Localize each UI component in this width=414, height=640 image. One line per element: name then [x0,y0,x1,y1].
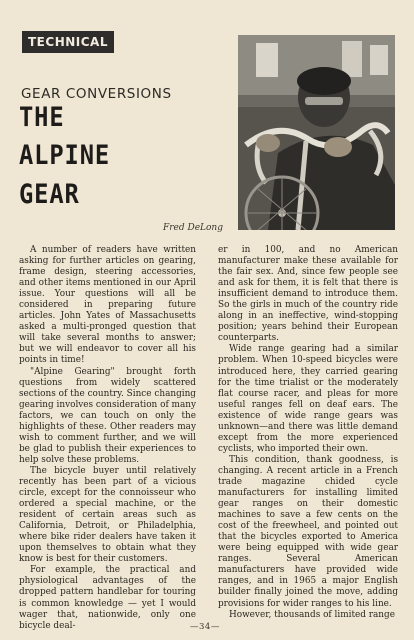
section-tag: TECHNICAL [22,31,114,53]
paragraph: For example, the practical and physiological advantages of the dropped pattern handlebar for touring is common knowledge — yet I would wager that, nationwide, only one bicycle deal- [19,565,196,631]
paragraph: However, thousands of limited range [229,609,395,620]
paragraph: "Alpine Gearing" brought forth questions from widely scattered sections of the country. Since changing gearing involves consideration of many factors, we can touch on only the highlights of these. Other readers may wish to comment further, and we will be glad to publish their experiences to help solve these problems. [19,366,196,465]
article-column-right [218,245,398,621]
page-number: —34— [190,622,220,632]
paragraph: er in 100, and no American manufacturer make these available for the fair sex. And, since few people see and ask for them, it is felt that there is insufficient demand to introduce them. So the girls in much of the country ride along in an ineffective, wind-stopping position; years behind their European counterparts. [218,245,398,344]
article-column-left [19,245,196,632]
paragraph: The bicycle buyer until relatively recently has been part of a vicious circle, except for the connoisseur who ordered a special machine, or the resident of certain areas such as California, Detroit, or Philadelphia, where bike rider dealers have taken it upon themselves to obtain what they know is best for their customers. [19,465,196,565]
article-photo [238,35,395,230]
article-byline: Fred DeLong [163,223,223,233]
article-kicker: GEAR CONVERSIONS [21,86,172,102]
article-title-line-2: ALPINE [19,140,111,171]
paragraph: Wide range gearing had a similar problem. When 10-speed bicycles were introduced here, they carried gearing for the time trialist or the moderately flat course racer, and pleas for more useful ranges fell on deaf ears. The existence of wide range gears was unknown—and there was little demand except from the more experienced cyclists, who imported their own. [218,344,398,454]
paragraph: A number of readers have written asking for further articles on gearing, frame design, steering accessories, and other items mentioned in our April issue. Your questions will all be considered in preparing future articles. John Yates of Massachusetts asked a multi-pronged question that will take several months to answer; but we will endeavor to cover all his points in time! [19,245,196,366]
article-title-line-3: GEAR [19,179,80,210]
article-title-line-1: THE [19,102,65,133]
paragraph: This condition, thank goodness, is changing. A recent article in a French trade magazine chided cycle manufacturers for installing limited gear ranges on their domestic machines to save a few cents on the cost of the freewheel, and pointed out that the bicycles exported to America were being equipped with wide gear ranges. Several American manufacturers have provided wide ranges, and in 1965 a major English builder finally joined the move, adding provisions for wider ranges to his line. [218,454,398,609]
